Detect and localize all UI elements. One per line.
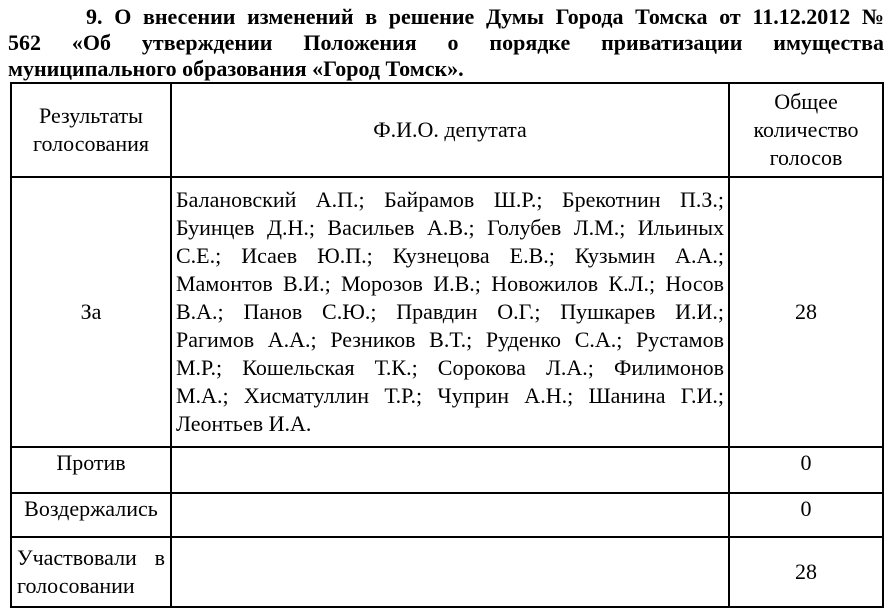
table-row-uchastvovali	[11, 537, 883, 607]
text-line: Мамонтов В.И.; Морозов И.В.; Новожилов К.Л.; Носов	[176, 271, 724, 296]
vote-result-label-vozderzhalis: Воздержались	[11, 493, 171, 537]
vote-result-label-protiv: Против	[11, 447, 171, 493]
text-line: Рагимов А.А.; Резников В.Т.; Руденко С.А.; Рустамов	[176, 327, 724, 352]
header-total-votes: Общее количество голосов	[729, 83, 883, 177]
vote-result-label-za: За	[11, 177, 171, 447]
vote-count-protiv: 0	[729, 447, 883, 493]
deputy-names-protiv	[171, 447, 729, 493]
document-page	[0, 4, 892, 608]
vote-count-za: 28	[729, 177, 883, 447]
text-line: Балановский А.П.; Байрамов Ш.Р.; Брекотнин П.З.;	[176, 187, 724, 212]
table-row-za	[11, 177, 883, 447]
vote-result-label-uchastvovali: Участвовали в голосовании	[11, 537, 171, 607]
deputy-names-vozderzhalis	[171, 493, 729, 537]
table-header-row	[11, 83, 883, 177]
header-vote-results: Результаты голосования	[11, 83, 171, 177]
text-line: М.А.; Хисматуллин Т.Р.; Чуприн А.Н.; Шанина Г.И.;	[176, 383, 724, 408]
agenda-item-heading	[8, 4, 884, 82]
text-line: В.А.; Панов С.Ю.; Правдин О.Г.; Пушкарев И.И.;	[176, 299, 724, 324]
vote-count-vozderzhalis: 0	[729, 493, 883, 537]
table-row-vozderzhalis	[11, 493, 883, 537]
text-line: муниципального образования «Город Томск».	[8, 56, 464, 81]
deputy-names-uchastvovali	[171, 537, 729, 607]
text-line: Леонтьев И.А.	[176, 411, 312, 436]
text-line: С.Е.; Исаев Ю.П.; Кузнецова Е.В.; Кузьмин А.А.;	[176, 243, 724, 268]
deputy-names-za	[171, 177, 729, 447]
voting-results-table	[10, 82, 884, 608]
vote-count-uchastvovali: 28	[729, 537, 883, 607]
text-line: Буинцев Д.Н.; Васильев А.В.; Голубев Л.М.; Ильиных	[176, 215, 724, 240]
table-row-protiv	[11, 447, 883, 493]
text-line: 562 «Об утверждении Положения о порядке приватизации имущества	[8, 30, 884, 55]
header-deputy-name: Ф.И.О. депутата	[171, 83, 729, 177]
text-line: 9. О внесении изменений в решение Думы Города Томска от 11.12.2012 №	[86, 4, 884, 29]
text-line: М.Р.; Кошельская Т.К.; Сорокова Л.А.; Филимонов	[176, 355, 724, 380]
